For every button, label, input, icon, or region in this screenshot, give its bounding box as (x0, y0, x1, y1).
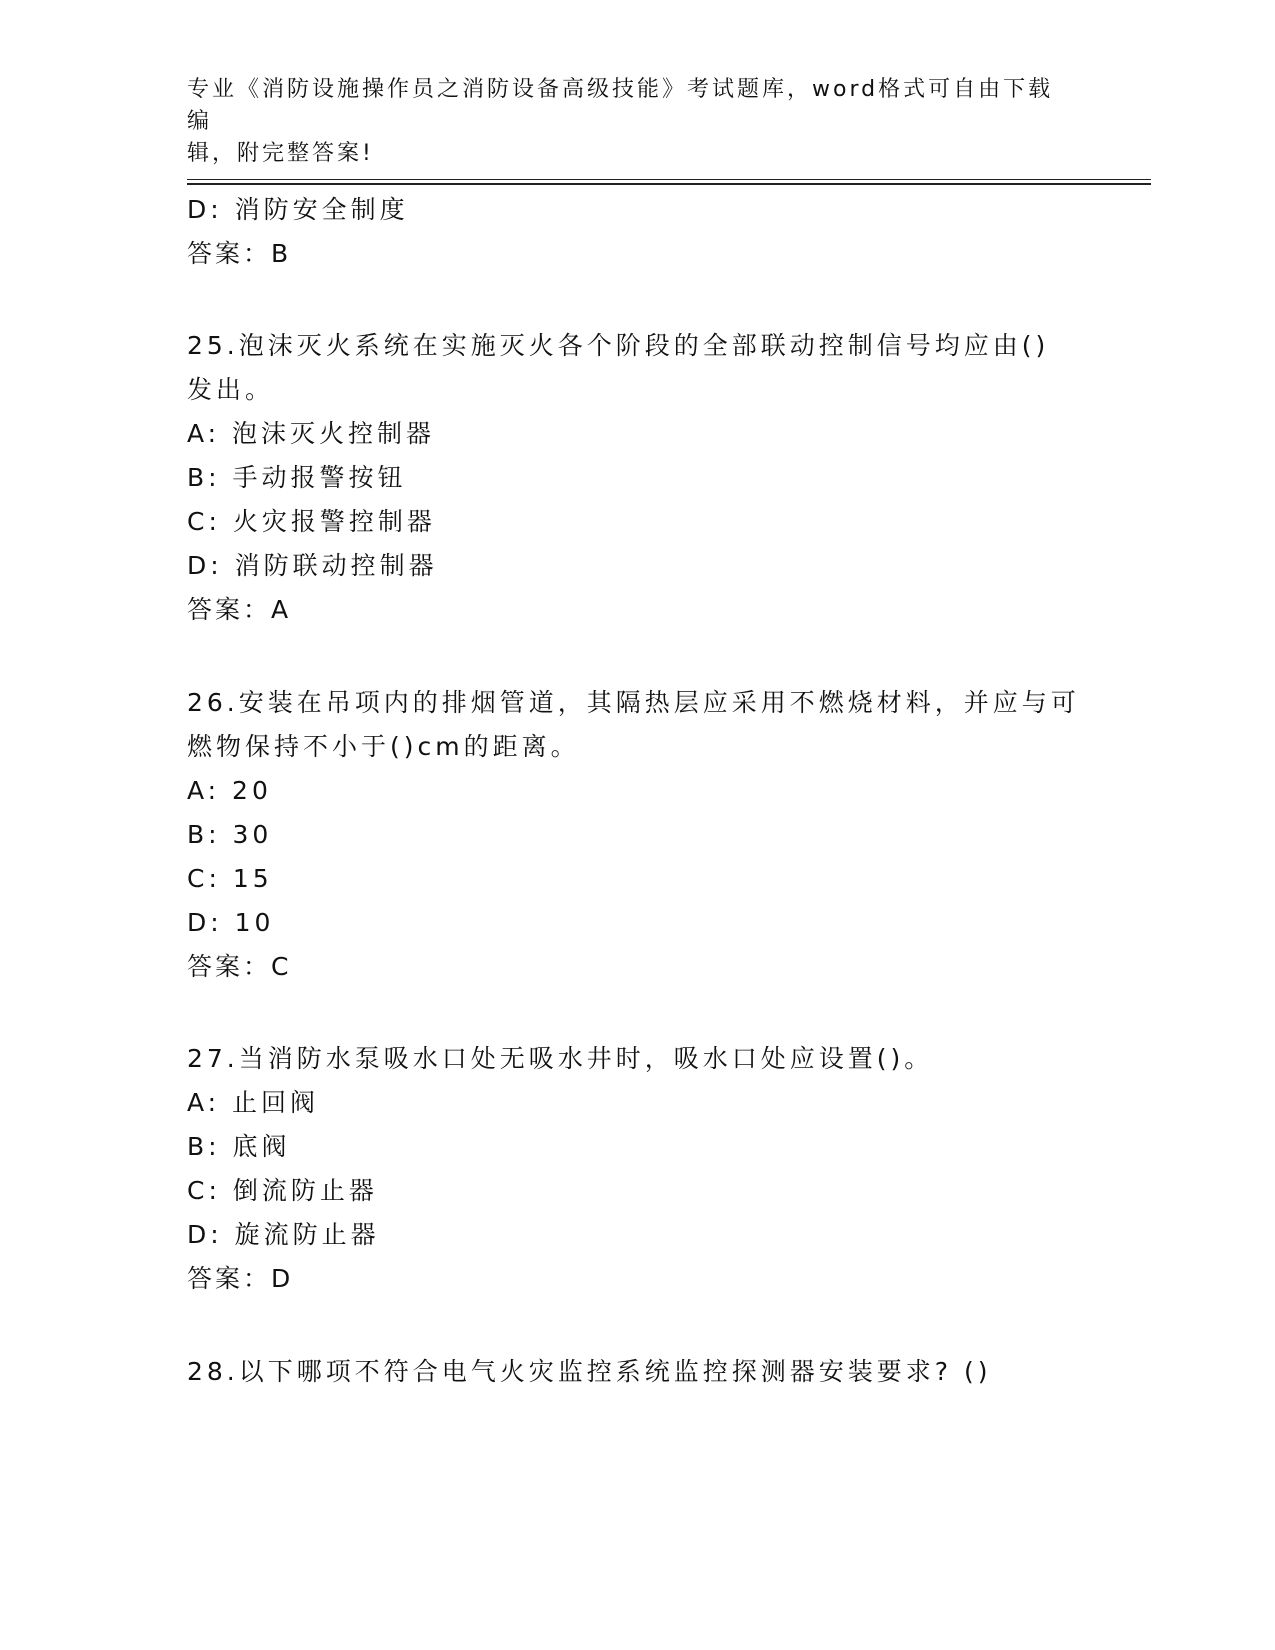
prev-answer (187, 239, 290, 269)
answer-value: D (271, 1264, 293, 1293)
q25-option-d: D: 消防联动控制器 (187, 551, 438, 580)
answer-label: 答案： (187, 595, 272, 624)
q25-answer (187, 595, 290, 625)
answer-label: 答案： (187, 952, 272, 981)
q26-answer (187, 952, 290, 982)
header-rule-thick (187, 183, 1151, 185)
q26-stem-line-2: 燃物保持不小于()cm的距离。 (187, 732, 580, 761)
header-line-1: 专业《消防设施操作员之消防设备高级技能》考试题库，word格式可自由下载编 (187, 77, 1054, 134)
answer-value: A (271, 595, 291, 624)
q28-stem-line-1: 28.以下哪项不符合电气火灾监控系统监控探测器安装要求? () (187, 1357, 992, 1386)
document-header (187, 74, 1067, 170)
answer-value: B (271, 239, 291, 268)
q27-option-b: B: 底阀 (187, 1132, 291, 1161)
q27-answer (187, 1264, 292, 1294)
q27-option-a: A: 止回阀 (187, 1088, 320, 1117)
header-rule-thin (187, 179, 1151, 180)
q25-stem-line-1: 25.泡沫灭火系统在实施灭火各个阶段的全部联动控制信号均应由() (187, 331, 1050, 360)
q27-stem-line-1: 27.当消防水泵吸水口处无吸水井时，吸水口处应设置()。 (187, 1044, 934, 1073)
q27-option-c: C: 倒流防止器 (187, 1176, 378, 1205)
q25-option-b: B: 手动报警按钮 (187, 463, 407, 492)
q26-stem-line-1: 26.安装在吊项内的排烟管道，其隔热层应采用不燃烧材料，并应与可 (187, 688, 1080, 717)
q25-stem-line-2: 发出。 (187, 375, 275, 404)
q26-option-c: C: 15 (187, 864, 273, 893)
q26-option-d: D: 10 (187, 908, 275, 937)
q26-option-a: A: 20 (187, 776, 272, 805)
q26-option-b: B: 30 (187, 820, 273, 849)
answer-value: C (271, 952, 291, 981)
header-line-2: 辑，附完整答案! (187, 141, 374, 166)
answer-label: 答案： (187, 239, 272, 268)
prev-option-d: D: 消防安全制度 (187, 195, 409, 224)
q25-option-c: C: 火灾报警控制器 (187, 507, 436, 536)
answer-label: 答案： (187, 1264, 272, 1293)
q27-option-d: D: 旋流防止器 (187, 1220, 380, 1249)
q25-option-a: A: 泡沫灭火控制器 (187, 419, 436, 448)
